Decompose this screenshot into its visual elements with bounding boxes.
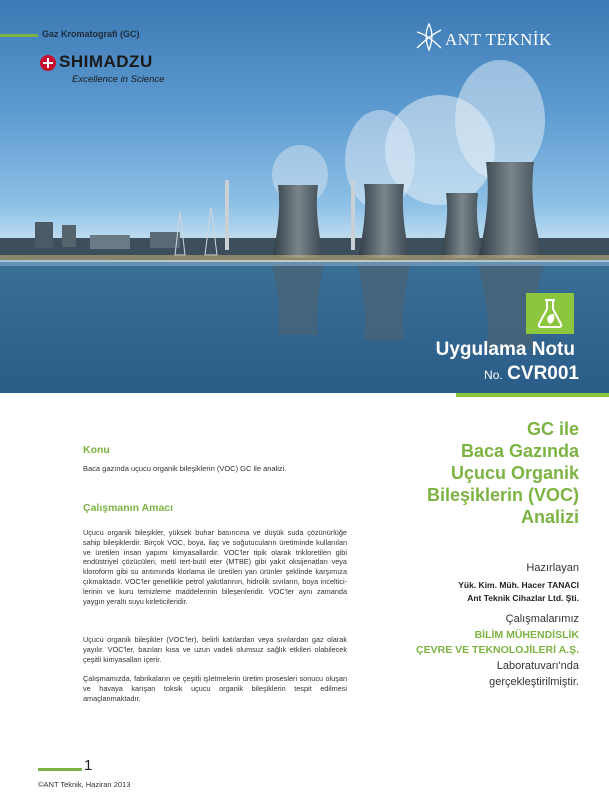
shimadzu-logo — [40, 52, 190, 89]
main-title-line: Analizi — [520, 507, 579, 527]
footer-bar — [38, 768, 82, 771]
page-number: 1 — [84, 757, 93, 774]
shimadzu-name: SHIMADZU — [59, 52, 153, 71]
purpose-paragraph-3: Çalışmamızda, fabrikaların ve çeşitli işletmelerin üretim prosesleri sonucu oluşan ve havaya karışan toksik uçucu organik bileşiklerin tespit edilmesi amaçlanmaktadır. — [83, 674, 347, 703]
note-code: CVR001 — [507, 363, 579, 384]
lab-name-line2: ÇEVRE VE TEKNOLOJİLERİ A.Ş. — [416, 644, 579, 656]
purpose-heading: Çalışmanın Amacı — [83, 502, 174, 514]
category-text: Gaz Kromatografi (GC) — [42, 29, 140, 39]
work-label: Çalışmalarımız — [505, 613, 579, 625]
ant-teknik-brand: ANT TEKNİK — [445, 30, 552, 49]
main-title-line: Bileşiklerin (VOC) — [426, 485, 579, 505]
note-number — [484, 363, 579, 385]
purpose-paragraph-1: Uçucu organik bileşikler, yüksek buhar basıncına ve düşük suda çözünürlüğe sahip bileşiklerdir. Birçok VOC, boya, ilaç ve soğutucuların üretiminde kullanılan ve üretilen insan yapımı kimyasallardır. VOC'ler tipik olarak trikloretilen gibi endüstriyel çözücüleri, metil tert-butil eter (MTBE) gibi yakıt oksijenatları veya kloroform gibi su arıtımında klorlama ile üretilen yan ürünler şeklinde karşımıza çıkmaktadır. VOC'ler genellikle petrol yakıtlarının, hidrolik sıvıların, boya incelticilerinin ve kuru temizleme maddelerinin bileşenleridir. VOC'ler aynı zamanda yaygın yeraltı suyu kirleticileridir. — [83, 528, 347, 606]
prepared-label: Hazırlayan — [526, 562, 579, 574]
prepared-company: Ant Teknik Cihazlar Ltd. Şti. — [467, 593, 579, 603]
subject-heading: Konu — [83, 444, 110, 456]
category-bar — [0, 34, 38, 37]
purpose-paragraph-2: Uçucu organik bileşikler (VOC'ler), belirli katılardan veya sıvılardan gaz olarak yayılır. VOC'ler, bazıları kısa ve uzun vadeli olumsuz sağlık etkileri olabilecek çeşitli kimyasalları içerir. — [83, 635, 347, 664]
main-title — [319, 418, 579, 528]
note-title: Uygulama Notu — [435, 339, 575, 360]
green-rule — [456, 393, 609, 397]
lab-name-line1: BİLİM MÜHENDİSLİK — [474, 629, 579, 641]
lab-performed: gerçekleştirilmiştir. — [489, 676, 579, 688]
subject-text: Baca gazında uçucu organik bileşiklerin (VOC) GC ile analizi. — [83, 464, 287, 473]
flask-leaf-icon — [526, 293, 574, 334]
hero-image — [0, 0, 609, 393]
prepared-name: Yük. Kim. Müh. Hacer TANACI — [458, 580, 579, 590]
category-label — [0, 30, 200, 42]
main-title-line: Uçucu Organik — [450, 463, 579, 483]
shimadzu-logo-icon — [40, 55, 56, 71]
lab-location: Laboratuvarı'nda — [496, 660, 579, 672]
application-icon-box — [526, 293, 574, 334]
ant-teknik-logo-icon — [415, 20, 443, 54]
main-title-line: Baca Gazında — [460, 441, 579, 461]
main-title-line: GC ile — [526, 419, 579, 439]
ant-teknik-logo — [415, 20, 595, 54]
copyright: ©ANT Teknik, Haziran 2013 — [38, 780, 131, 789]
shimadzu-tagline: Excellence in Science — [72, 74, 165, 85]
note-no-label: No. — [484, 368, 503, 382]
